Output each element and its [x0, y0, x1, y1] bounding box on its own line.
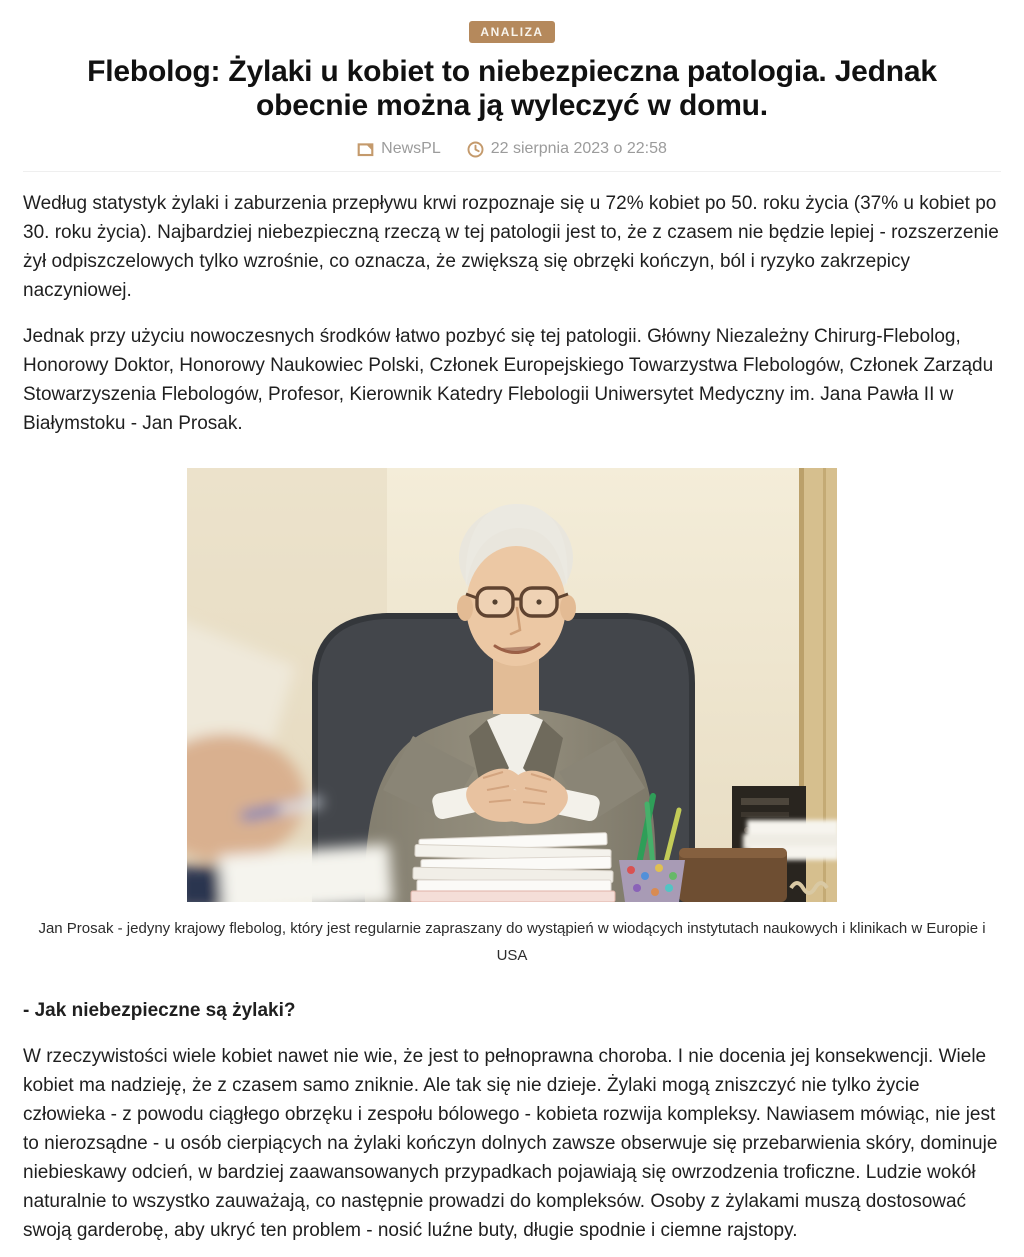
press-source-icon — [357, 141, 374, 158]
category-badge[interactable]: ANALIZA — [469, 21, 554, 43]
paragraph-expert: Jednak przy użyciu nowoczesnych środków łatwo pozbyć się tej patologii. Główny Niezależny Chirurg-Flebolog, Honorowy Doktor, Honorowy Naukowiec Polski, Członek Europejskiego Towarzystwa Flebologów, Członek Zarządu Stowarzyszenia Flebologów, Profesor, Kierownik Katedry Flebologii Uniwersytet Medyczny im. Jana Pawła II w Białymstoku - Jan Prosak. — [23, 326, 994, 434]
bottom-spacer — [23, 1245, 1001, 1257]
headline: Flebolog: Żylaki u kobiet to niebezpieczna patologia. Jednak obecnie można ją wyleczyć w domu. — [87, 55, 937, 122]
date-meta — [467, 140, 667, 158]
source-label: NewsPL — [381, 140, 441, 157]
divider — [23, 171, 1001, 172]
paragraph-intro: Według statystyk żylaki i zaburzenia przepływu krwi rozpoznaje się u 72% kobiet po 50. roku życia (37% u kobiet po 30. roku życia). Najbardziej niebezpieczną rzeczą w tej patologii jest to, że z czasem nie będzie lepiej - rozszerzenie żył odpiszczelowych tylko wzrośnie, co oznacza, że zwiększą się obrzęki kończyn, ból i ryzyko zakrzepicy naczyniowej. — [23, 193, 999, 301]
badge-row — [23, 0, 1001, 43]
doctor-photo — [187, 468, 837, 902]
article-body — [23, 189, 1001, 1245]
byline — [23, 140, 1001, 158]
interview-question: - Jak niebezpieczne są żylaki? — [23, 1000, 296, 1021]
paragraph-answer: W rzeczywistości wiele kobiet nawet nie wie, że jest to pełnoprawna choroba. I nie docenia jej konsekwencji. Wiele kobiet ma nadzieję, że z czasem samo zniknie. Ale tak się nie dzieje. Żylaki mogą zniszczyć nie tylko życie człowieka - z powodu ciągłego obrzęku i zespołu bólowego - kobieta rozwija kompleksy. Nawiasem mówiąc, nie jest to nierozsądne - u osób cierpiących na żylaki kończyn dolnych zawsze obserwuje się przebarwienia skóry, dominuje niebieskawy odcień, w bardziej zaawansowanych przypadkach pojawiają się owrzodzenia troficzne. Ludzie wokół naturalnie to wszystko zauważają, co następnie prowadzi do kompleksów. Osoby z żylakami muszą dostosować swoją garderobę, aby ukryć ten problem - nosić luźne buty, długie spodnie i ciemne rajstopy. — [23, 1046, 998, 1241]
publish-date: 22 sierpnia 2023 o 22:58 — [490, 140, 667, 157]
photo-caption: Jan Prosak - jedyny krajowy flebolog, który jest regularnie zapraszany do wystąpień w wiodących instytutach naukowych i klinikach w Europie i USA — [38, 920, 986, 964]
clock-icon — [467, 141, 484, 158]
article-figure — [23, 468, 1001, 969]
source-meta — [357, 140, 441, 158]
